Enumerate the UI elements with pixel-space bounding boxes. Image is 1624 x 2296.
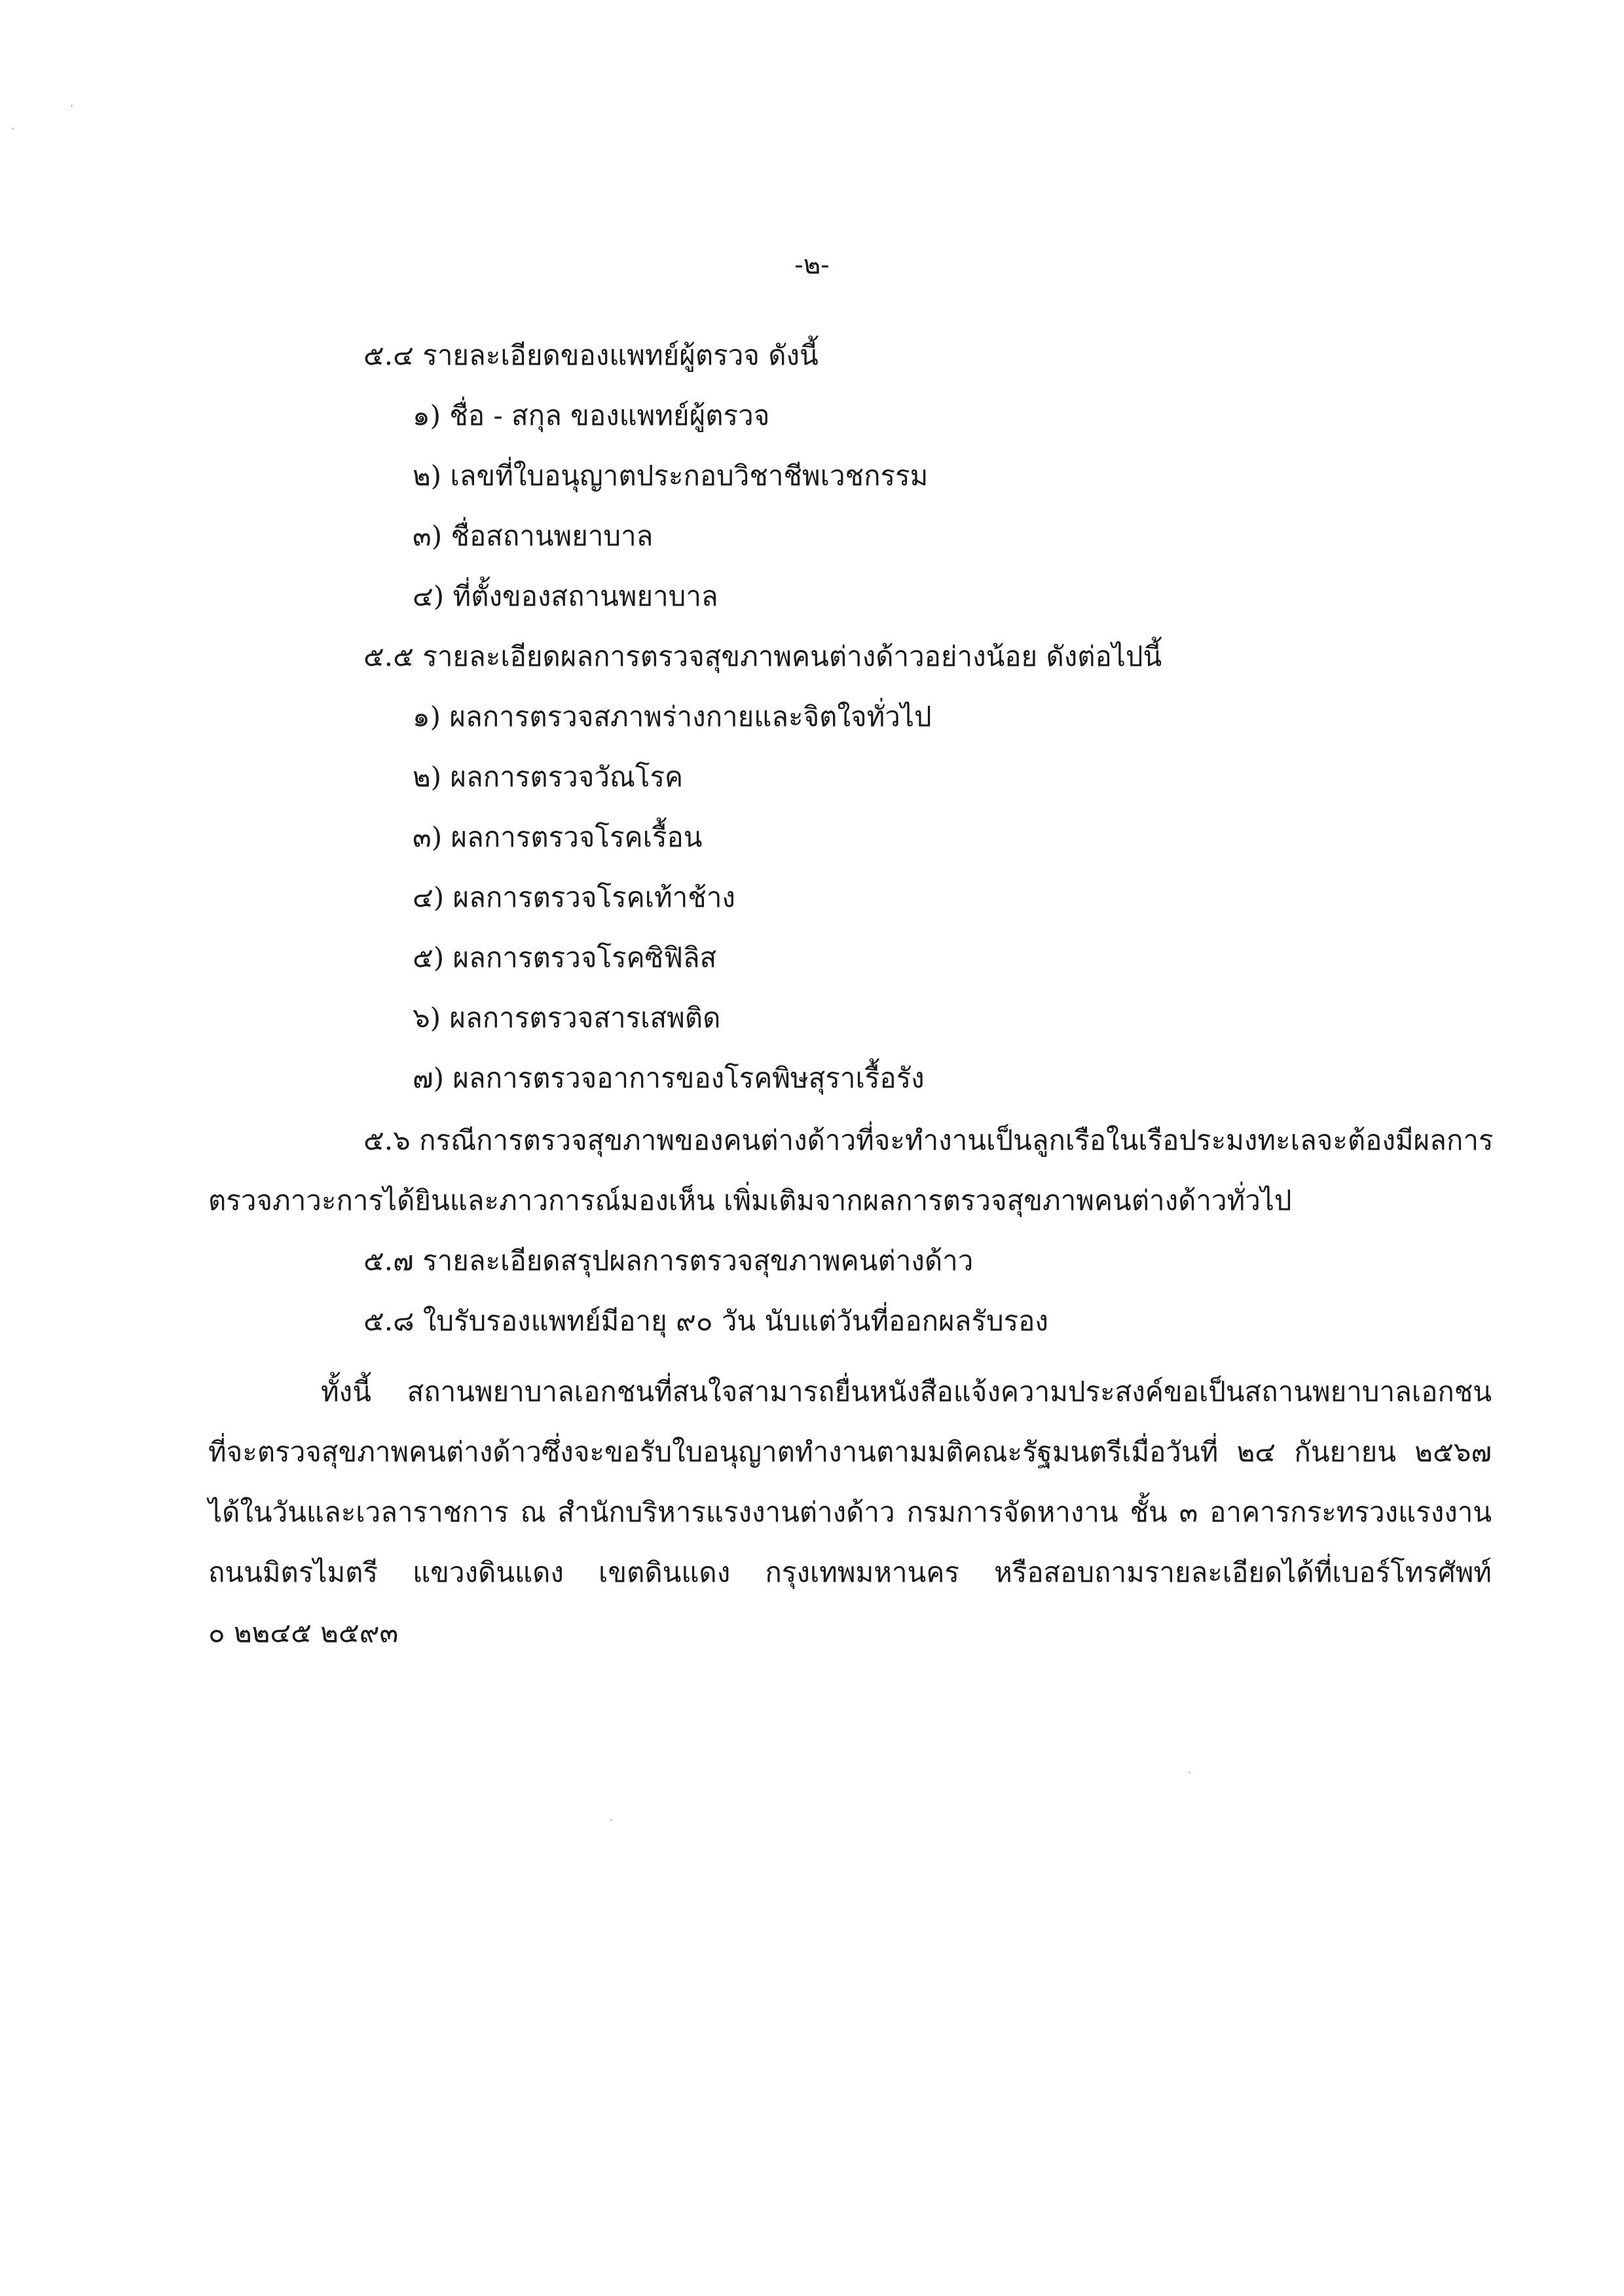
scan-speck: [12, 128, 14, 130]
section-5-5-item-3: ๓) ผลการตรวจโรคเรื้อน: [413, 821, 703, 853]
closing-paragraph-line-2: ที่จะตรวจสุขภาพคนต่างด้าวซึ่งจะขอรับใบอนุญาตทำงานตามมติคณะรัฐมนตรีเมื่อวันที่ ๒๔ กันยายน ๒๕๖๗: [208, 1436, 1492, 1468]
section-5-8: ๕.๘ ใบรับรองแพทย์มีอายุ ๙๐ วัน นับแต่วันที่ออกผลรับรอง: [363, 1305, 1048, 1337]
section-5-5-item-7: ๗) ผลการตรวจอาการของโรคพิษสุราเรื้อรัง: [413, 1062, 925, 1094]
section-5-5-item-1: ๑) ผลการตรวจสภาพร่างกายและจิตใจทั่วไป: [413, 701, 932, 733]
closing-paragraph-line-1: ทั้งนี้ สถานพยาบาลเอกชนที่สนใจสามารถยื่นหนังสือแจ้งความประสงค์ขอเป็นสถานพยาบาลเอกชน: [321, 1376, 1492, 1408]
page-number: -๒-: [794, 250, 830, 280]
section-5-4-item-3: ๓) ชื่อสถานพยาบาล: [413, 520, 654, 552]
closing-paragraph-line-3: ได้ในวันและเวลาราชการ ณ สำนักบริหารแรงงานต่างด้าว กรมการจัดหางาน ชั้น ๓ อาคารกระทรวงแรงงาน: [208, 1496, 1492, 1528]
section-5-4-item-1: ๑) ชื่อ - สกุล ของแพทย์ผู้ตรวจ: [413, 399, 770, 431]
section-5-6-line-2: ตรวจภาวะการได้ยินและภาวการณ์มองเห็น เพิ่มเติมจากผลการตรวจสุขภาพคนต่างด้าวทั่วไป: [208, 1184, 1292, 1216]
section-5-4-item-2: ๒) เลขที่ใบอนุญาตประกอบวิชาชีพเวชกรรม: [413, 460, 929, 492]
section-5-4-item-4: ๔) ที่ตั้งของสถานพยาบาล: [413, 580, 718, 612]
section-5-7: ๕.๗ รายละเอียดสรุปผลการตรวจสุขภาพคนต่างด้าว: [363, 1245, 974, 1277]
section-5-6-line-1: ๕.๖ กรณีการตรวจสุขภาพของคนต่างด้าวที่จะทำงานเป็นลูกเรือในเรือประมงทะเลจะต้องมีผลการ: [363, 1124, 1494, 1156]
section-5-5-item-4: ๔) ผลการตรวจโรคเท้าช้าง: [413, 881, 735, 913]
section-5-5-heading: ๕.๕ รายละเอียดผลการตรวจสุขภาพคนต่างด้าวอย่างน้อย ดังต่อไปนี้: [363, 640, 1162, 672]
section-5-5-item-2: ๒) ผลการตรวจวัณโรค: [413, 761, 684, 793]
closing-paragraph-line-4: ถนนมิตรไมตรี แขวงดินแดง เขตดินแดง กรุงเทพมหานคร หรือสอบถามรายละเอียดได้ที่เบอร์โทรศัพท์: [208, 1556, 1492, 1588]
scan-speck: [71, 105, 73, 107]
section-5-5-item-6: ๖) ผลการตรวจสารเสพติด: [413, 1002, 721, 1034]
scan-speck: [1189, 1772, 1190, 1774]
scan-speck: [610, 1819, 612, 1821]
section-5-4-heading: ๕.๔ รายละเอียดของแพทย์ผู้ตรวจ ดังนี้: [363, 339, 819, 371]
closing-paragraph-line-5: ๐ ๒๒๔๕ ๒๕๙๓: [208, 1616, 399, 1649]
section-5-5-item-5: ๕) ผลการตรวจโรคซิฟิลิส: [413, 941, 717, 974]
